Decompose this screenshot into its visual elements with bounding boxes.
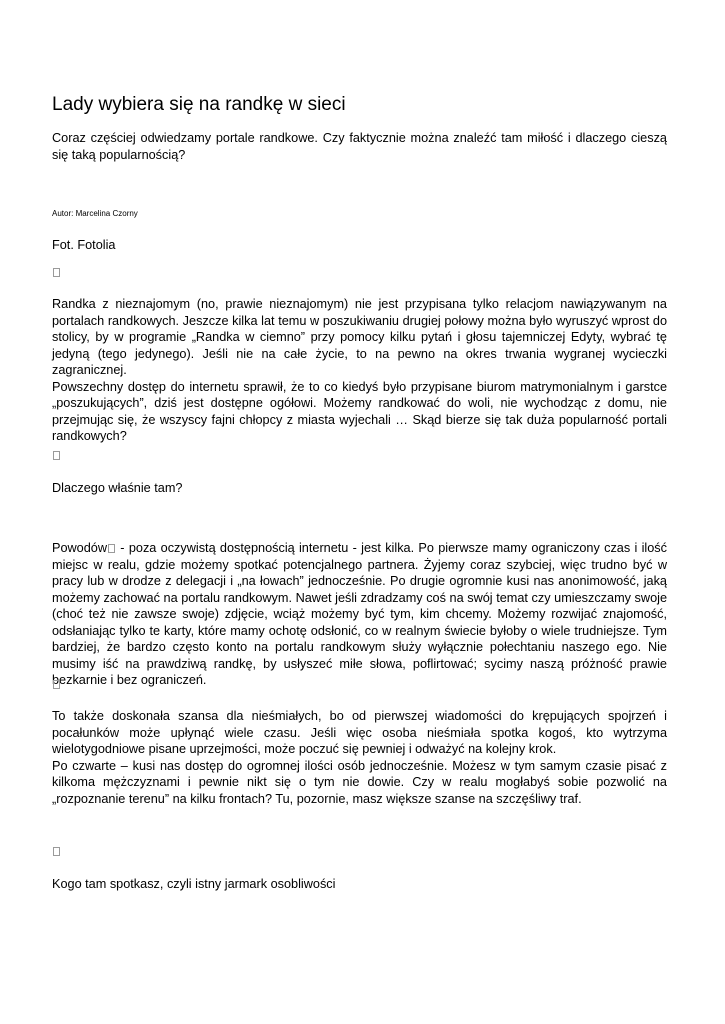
missing-image-icon <box>53 680 60 689</box>
section-heading-who: Kogo tam spotkasz, czyli istny jarmark osobliwości <box>52 877 336 891</box>
paragraph-shy-part-1: To także doskonała szansa dla nieśmiałych, bo od pierwszej wiadomości do krępujących spojrzeń i pocałunków może upłynąć wiele czasu. Jeśli więc osoba nieśmiała spotka kogoś, kto wytrzyma wielotygodniowe pisane uprzejmości, może poczuć się pewniej i odważyć na kolejny krok. <box>52 709 667 756</box>
paragraph-shy <box>52 708 667 807</box>
paragraph-intro-part-1: Randka z nieznajomym (no, prawie nieznajomym) nie jest przypisana tylko relacjom nawiązywanym na portalach randkowych. Jeszcze kilka lat temu w poszukiwaniu drugiej połowy można było wyruszyć wprost do stolicy, by w programie „Randka w ciemno” przy pomocy kilku pytań i głosu tajemniczej Edyty, wybrać tę jedyną (tego jedynego). Jeśli nie na całe życie, to na pewno na okres trwania wygranej wycieczki zagranicznej. <box>52 297 667 377</box>
missing-image-icon <box>53 451 60 460</box>
photo-credit: Fot. Fotolia <box>52 238 116 252</box>
paragraph-intro-part-2: Powszechny dostęp do internetu sprawił, że to co kiedyś było przypisane biurom matrymonialnym i garstce „poszukujących”, dziś jest dostępne ogółowi. Możemy randkować do woli, nie wychodząc z domu, nie przejmując się, że wszyscy fajni chłopcy z miasta wyjechali … Skąd bierze się tak duża popularność portali randkowych? <box>52 379 667 443</box>
article-lead: Coraz częściej odwiedzamy portale randkowe. Czy faktycznie można znaleźć tam miłość i dlaczego cieszą się taką popularnością? <box>52 131 667 162</box>
missing-image-icon <box>53 268 60 277</box>
article-author: Autor: Marcelina Czorny <box>52 209 138 218</box>
paragraph-reasons-rest: - poza oczywistą dostępnością internetu - jest kilka. Po pierwsze mamy ograniczony czas i ilość miejsc w realu, gdzie możemy spotkać potencjalnego partnera. Żyjemy coraz szybciej, więc trudno być w pracy lub w drodze z delegacji i „na łowach” jednocześnie. Po drugie ogromnie kusi nas anonimowość, jaką możemy zachować na portalu randkowym. Nawet jeśli zdradzamy coś na swój temat czy umieszczamy swoje (choć też nie zawsze swoje) zdjęcie, wciąż możemy być tym, kim chcemy. Możemy rozwijać znajomość, odsłaniając tylko te karty, które mamy ochotę odsłonić, co w realnym świecie byłoby o wiele trudniejsze. Tym bardziej, że bardzo często konto na portalu randkowym służy wyłącznie połechtaniu naszego ego. Nie musimy iść na prawdziwą randkę, by usłyszeć miłe słowa, poflirtować; sycimy naszą próżność prawie bezkarnie i bez ograniczeń. <box>52 541 667 687</box>
missing-glyph-icon <box>108 544 115 553</box>
section-heading-why: Dlaczego właśnie tam? <box>52 481 183 495</box>
paragraph-shy-part-2: Po czwarte – kusi nas dostęp do ogromnej ilości osób jednocześnie. Możesz w tym samym czasie pisać z kilkoma mężczyznami i pewnie nikt się o tym nie dowie. Czy w realu mogłabyś sobie pozwolić na „rozpoznanie terenu” na kilku frontach? Tu, pozornie, masz większe szanse na szczęśliwy traf. <box>52 758 667 806</box>
paragraph-reasons-start: Powodów <box>52 541 108 555</box>
article-title: Lady wybiera się na randkę w sieci <box>52 94 346 115</box>
missing-image-icon <box>53 847 60 856</box>
paragraph-reasons <box>52 540 667 689</box>
paragraph-intro <box>52 296 667 445</box>
